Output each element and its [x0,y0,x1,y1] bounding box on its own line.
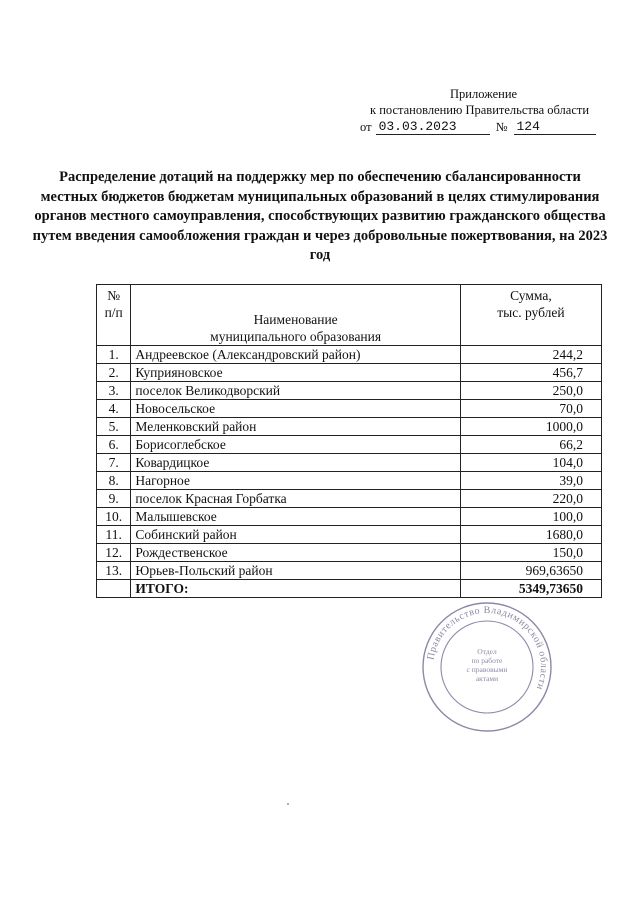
row-sum: 104,0 [460,454,601,472]
stamp-center-line: с правовыми [466,665,508,674]
total-sum: 5349,73650 [460,580,601,598]
resolution-number: 124 [514,120,596,135]
table-row [97,346,602,364]
row-name: Андреевское (Александровский район) [131,346,461,364]
table-row [97,454,602,472]
table-row [97,382,602,400]
row-sum: 1680,0 [460,526,601,544]
appendix-resolution: к постановлению Правительства области [370,103,590,117]
row-name: Собинский район [131,526,461,544]
date-prefix: от [360,120,372,134]
stamp-center-line: актами [475,674,499,683]
table-row [97,364,602,382]
row-name: поселок Красная Горбатка [131,490,461,508]
row-sum: 100,0 [460,508,601,526]
row-sum: 244,2 [460,346,601,364]
row-number: 4. [97,400,131,418]
row-number: 3. [97,382,131,400]
table-row [97,418,602,436]
table-row [97,436,602,454]
table-row [97,472,602,490]
row-name: Новосельское [131,400,461,418]
row-number: 7. [97,454,131,472]
row-number: 6. [97,436,131,454]
row-sum: 150,0 [460,544,601,562]
table-row [97,526,602,544]
appendix-date-number [360,119,610,135]
row-sum: 1000,0 [460,418,601,436]
row-number: 1. [97,346,131,364]
row-number: 5. [97,418,131,436]
table-row [97,490,602,508]
row-name: Нагорное [131,472,461,490]
row-name: Юрьев-Польский район [131,562,461,580]
header-name-line1: Наименование [253,312,338,327]
row-sum: 456,7 [460,364,601,382]
row-number: 11. [97,526,131,544]
table-row [97,562,602,580]
row-sum: 66,2 [460,436,601,454]
official-stamp [420,600,554,734]
row-name: Малышевское [131,508,461,526]
stamp-ring-text: Правительство Владимирской области [425,604,550,692]
row-sum: 969,63650 [460,562,601,580]
row-sum: 70,0 [460,400,601,418]
row-number: 8. [97,472,131,490]
row-number: 9. [97,490,131,508]
row-number: 10. [97,508,131,526]
row-name: Борисоглебское [131,436,461,454]
subsidies-table [96,284,602,598]
header-no-line1: № [107,288,121,303]
header-sum-line1: Сумма, [510,288,552,303]
page-speck [287,803,289,805]
header-no [97,285,131,346]
table-row [97,508,602,526]
appendix-block [360,86,610,135]
total-blank [97,580,131,598]
table-header-row [97,285,602,346]
number-sign: № [495,120,508,134]
row-name: Рождественское [131,544,461,562]
document-title: Распределение дотаций на поддержку мер по обеспечению сбалансированности местных бюджетов бюджетам муниципальных образований в целях стимулирования органов местного самоуправления, способствующих развитию гражданского общества путем введения самообложения граждан и через добровольные пожертвования, на 2023 год [32,169,608,263]
table-row [97,544,602,562]
row-sum: 39,0 [460,472,601,490]
total-row [97,580,602,598]
table-body [97,346,602,598]
row-name: Куприяновское [131,364,461,382]
row-number: 13. [97,562,131,580]
header-sum [460,285,601,346]
row-number: 12. [97,544,131,562]
total-label: ИТОГО: [131,580,461,598]
appendix-title: Приложение [450,87,518,101]
row-sum: 250,0 [460,382,601,400]
row-name: Меленковский район [131,418,461,436]
row-name: поселок Великодворский [131,382,461,400]
row-sum: 220,0 [460,490,601,508]
stamp-center-line: по работе [471,656,503,665]
resolution-date: 03.03.2023 [376,120,490,135]
header-name-line2: муниципального образования [210,329,382,344]
header-name [131,285,461,346]
header-sum-line2: тыс. рублей [497,305,565,320]
header-no-line2: п/п [104,305,123,320]
row-number: 2. [97,364,131,382]
stamp-center-text [467,647,508,683]
table-row [97,400,602,418]
row-name: Ковардицкое [131,454,461,472]
stamp-center-line: Отдел [477,647,497,656]
